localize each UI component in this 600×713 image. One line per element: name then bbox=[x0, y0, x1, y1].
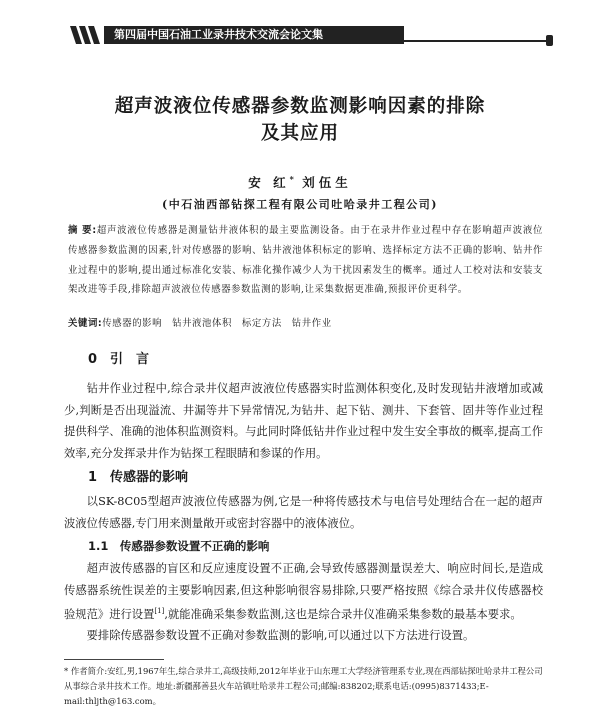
section-heading-intro: 0 引 言 bbox=[88, 352, 150, 367]
author-mark: * bbox=[289, 173, 294, 184]
abstract-label: 摘 要: bbox=[68, 225, 97, 236]
keywords-text: 传感器的影响 钻井液池体积 标定方法 钻井作业 bbox=[102, 318, 332, 329]
keywords bbox=[68, 315, 543, 329]
footnote: * 作者简介:安红,男,1967年生,综合录井工,高级技师,2012年毕业于山东理工大学经济管理系专业,现在西部钻探吐哈录井工程公司从事综合录井技术工作。地址:新疆鄯善县火车站镇吐哈录井工程公司;邮编:838202;联系电话:(0995)8371433;E-mail:thljth@163.com。 bbox=[64, 666, 543, 706]
subsection-paragraph-2: 要排除传感器参数设置不正确对参数监测的影响,可以通过以下方法进行设置。 bbox=[86, 629, 475, 642]
keywords-label: 关键词: bbox=[68, 318, 103, 329]
running-header bbox=[70, 24, 554, 46]
author-2: 刘伍生 bbox=[302, 175, 352, 190]
header-stripes-icon bbox=[70, 26, 102, 44]
citation-ref: [1] bbox=[154, 607, 165, 615]
affiliation: (中石油西部钻探工程有限公司吐哈录井工程公司) bbox=[162, 198, 438, 211]
authors bbox=[0, 173, 600, 191]
subsection-text-1: 超声波传感器的盲区和反应速度设置不正确,会导致传感器测量误差大、响应时间长,是造成传感器系统性误差的主要影响因素,但这种影响很容易排除,只要严格按照《综合录井仪传感器校验规范》进行设置 bbox=[64, 562, 543, 621]
abstract-text: 超声波液位传感器是测量钻井液体积的最主要监测设备。由于在录井作业过程中存在影响超声波液位传感器参数监测的因素,针对传感器的影响、钻井液池体积标定的影响、选择标定方法不正确的影响、钻井作业过程中的影响,提出通过标准化安装、标准化操作减少人为干扰因素发生的概率。通过人工校对法和安装支架改进等手段,排除超声波液位传感器参数监测的影响,让采集数据更准确,预报评价更科学。 bbox=[68, 225, 543, 296]
subsection-heading: 1.1 传感器参数设置不正确的影响 bbox=[88, 539, 270, 553]
subsection-text-1b: ,就能准确采集参数监测,这也是综合录井仪准确采集参数的最基本要求。 bbox=[164, 607, 522, 621]
header-rule bbox=[400, 40, 550, 42]
paper-title-line2: 及其应用 bbox=[260, 123, 339, 144]
paper-title-line1: 超声波液位传感器参数监测影响因素的排除 bbox=[114, 96, 486, 117]
section-heading-sensor: 1 传感器的影响 bbox=[88, 470, 189, 485]
footnote-rule bbox=[64, 659, 164, 660]
abstract bbox=[68, 221, 543, 300]
subsection-paragraph-1 bbox=[64, 558, 543, 625]
author-1: 安 红 bbox=[248, 175, 290, 190]
section-paragraph-sensor: 以SK-8C05型超声波液位传感器为例,它是一种将传感技术与电信号处理结合在一起的超声波液位传感器,专门用来测量敞开或密封容器中的液体液位。 bbox=[64, 495, 543, 530]
journal-title: 第四届中国石油工业录井技术交流会论文集 bbox=[104, 26, 404, 44]
section-paragraph-intro: 钻井作业过程中,综合录井仪超声波液位传感器实时监测体积变化,及时发现钻井液增加或减少,判断是否出现溢流、井漏等井下异常情况,为钻井、起下钻、测井、下套管、固井等作业过程提供科学、准确的池体积监测资料。与此同时降低钻井作业过程中发生安全事故的概率,提高工作效率,充分发挥录井作为钻探工程眼睛和参谋的作用。 bbox=[64, 382, 543, 460]
header-end-mark bbox=[546, 35, 553, 46]
